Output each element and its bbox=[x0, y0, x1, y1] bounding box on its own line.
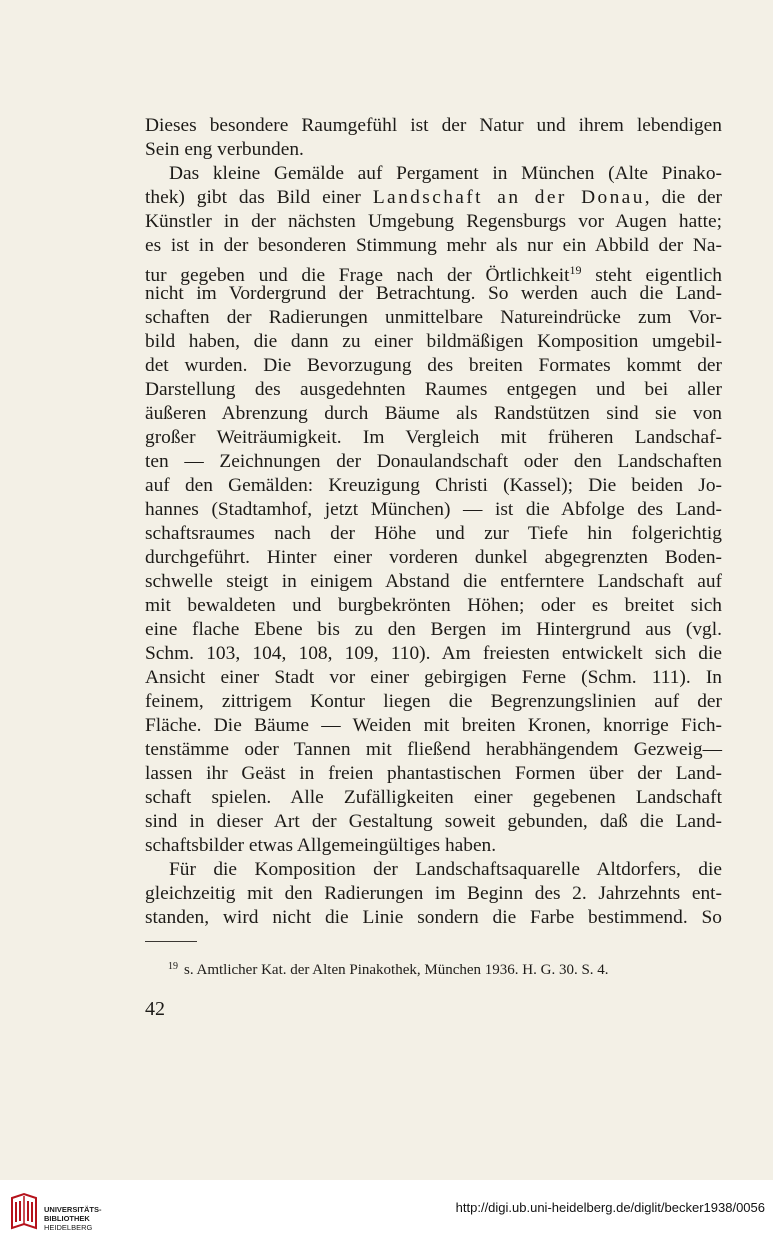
text-line: es ist in der besonderen Stimmung mehr als nur ein Abbild der Na- bbox=[145, 235, 722, 256]
text-line: äußeren Abrenzung durch Bäume als Randstützen sind sie von bbox=[145, 403, 722, 424]
text-line: schaftsraumes nach der Höhe und zur Tiefe hin folgerichtig bbox=[145, 523, 722, 544]
text-line: det wurden. Die Bevorzugung des breiten Formates kommt der bbox=[145, 355, 722, 376]
text-line: thek) gibt das Bild einer Landschaft an der Donau, die der bbox=[145, 187, 723, 208]
text-line: standen, wird nicht die Linie sondern die Farbe bestimmend. So bbox=[145, 907, 722, 928]
source-url-link[interactable]: http://digi.ub.uni-heidelberg.de/diglit/becker1938/0056 bbox=[455, 1200, 765, 1215]
footnote bbox=[168, 957, 724, 980]
body-text bbox=[145, 114, 722, 930]
text-line: hannes (Stadtamhof, jetzt München) — ist die Abfolge des Land- bbox=[145, 499, 722, 520]
text-line: schaft spielen. Alle Zufälligkeiten einer gegebenen Landschaft bbox=[145, 787, 722, 808]
text-line: großer Weiträumigkeit. Im Vergleich mit früheren Landschaf- bbox=[145, 427, 722, 448]
text-line: lassen ihr Geäst in freien phantastischen Formen über der Land- bbox=[145, 763, 722, 784]
text-line: eine flache Ebene bis zu den Bergen im Hintergrund aus (vgl. bbox=[145, 619, 722, 640]
text-line: mit bewaldeten und burgbekrönten Höhen; oder es breitet sich bbox=[145, 595, 722, 616]
text-line: Fläche. Die Bäume — Weiden mit breiten Kronen, knorrige Fich- bbox=[145, 715, 722, 736]
text-line: tur gegeben und die Frage nach der Örtlichkeit$^{19}$ steht eigentlich bbox=[145, 263, 722, 286]
text-line: sind in dieser Art der Gestaltung soweit gebunden, daß die Land- bbox=[145, 811, 722, 832]
text-line: Schm. 103, 104, 108, 109, 110). Am freiesten entwickelt sich die bbox=[145, 643, 722, 664]
footnote-reference: 19 bbox=[569, 263, 582, 277]
spaced-emphasis: Landschaft an der Donau bbox=[372, 187, 645, 208]
text-line: Das kleine Gemälde auf Pergament in München (Alte Pinako- bbox=[169, 163, 722, 184]
text-line: durchgeführt. Hinter einer vorderen dunkel abgegrenzten Boden- bbox=[145, 547, 722, 568]
text-line: bild haben, die dann zu einer bildmäßigen Komposition umgebil- bbox=[145, 331, 722, 352]
text-line: Für die Komposition der Landschaftsaquarelle Altdorfers, die bbox=[169, 859, 722, 880]
text-line: tenstämme oder Tannen mit fließend herabhängendem Gezweig— bbox=[145, 739, 722, 760]
text-line: feinem, zittrigem Kontur liegen die Begrenzungslinien auf der bbox=[145, 691, 722, 712]
text-line: ten — Zeichnungen der Donaulandschaft oder den Landschaften bbox=[145, 451, 722, 472]
text-line: gleichzeitig mit den Radierungen im Beginn des 2. Jahrzehnts ent- bbox=[145, 883, 722, 904]
text-line: Darstellung des ausgedehnten Raumes entgegen und bei aller bbox=[145, 379, 722, 400]
text-line: Dieses besondere Raumgefühl ist der Natur und ihrem lebendigen bbox=[145, 115, 722, 136]
footnote-rule bbox=[145, 941, 197, 942]
text-line: nicht im Vordergrund der Betrachtung. So werden auch die Land- bbox=[145, 283, 722, 304]
text-line: Sein eng verbunden. bbox=[145, 139, 304, 160]
text-line: Künstler in der nächsten Umgebung Regensburgs vor Augen hatte; bbox=[145, 211, 722, 232]
footnote-text: s. Amtlicher Kat. der Alten Pinakothek, München 1936. H. G. 30. S. 4. bbox=[184, 962, 609, 978]
library-name: UNIVERSITÄTS- BIBLIOTHEK HEIDELBERG bbox=[44, 1205, 102, 1232]
text-line: auf den Gemälden: Kreuzigung Christi (Kassel); Die beiden Jo- bbox=[145, 475, 722, 496]
footnote-number: 19 bbox=[168, 961, 178, 972]
text-line: schaftsbilder etwas Allgemeingültiges haben. bbox=[145, 835, 497, 856]
text-line: schwelle steigt in einigem Abstand die entferntere Landschaft auf bbox=[145, 571, 722, 592]
text-line: Ansicht einer Stadt vor einer gebirgigen Ferne (Schm. 111). In bbox=[145, 667, 722, 688]
library-logo-icon bbox=[8, 1192, 40, 1232]
text-line: schaften der Radierungen unmittelbare Natureindrücke zum Vor- bbox=[145, 307, 722, 328]
page-number: 42 bbox=[145, 998, 165, 1020]
